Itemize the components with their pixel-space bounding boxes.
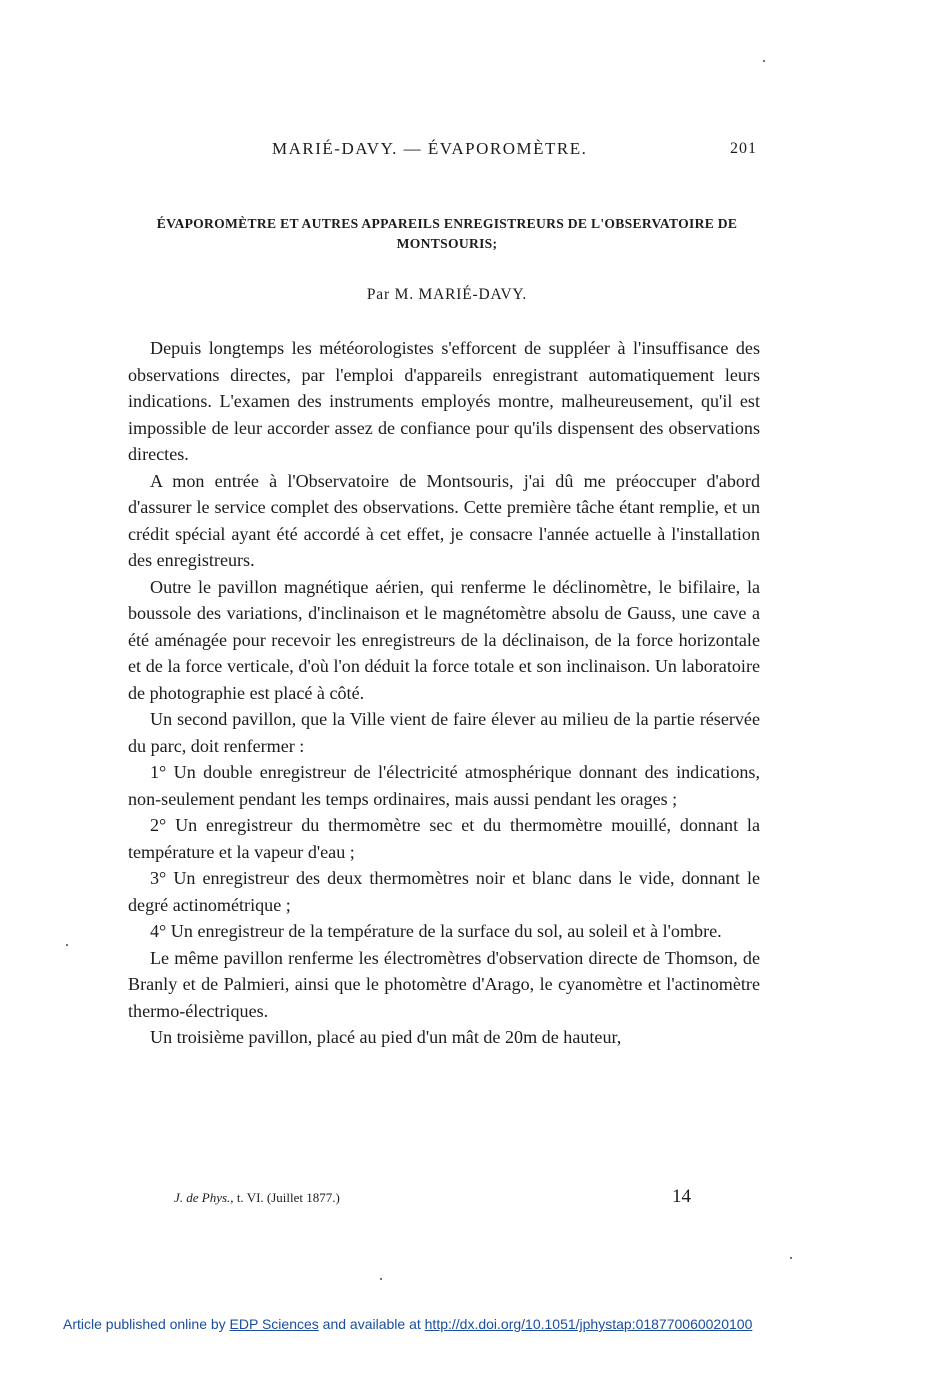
publisher-bar [63,1316,823,1332]
list-item: 2° Un enregistreur du thermomètre sec et du thermomètre mouillé, donnant la température et la vapeur d'eau ; [128,815,760,862]
list-item: 1° Un double enregistreur de l'électricité atmosphérique donnant des indications, non-seulement pendant les temps ordinaires, mais aussi pendant les orages ; [128,762,760,809]
scan-speck [380,1278,382,1280]
journal-volume: t. VI. (Juillet 1877.) [236,1190,340,1205]
paragraph: Le même pavillon renferme les électromètres d'observation directe de Thomson, de Branly et de Palmieri, ainsi que le photomètre d'Arago, le cyanomètre et l'actinomètre thermo-électriques. [128,947,760,1021]
publisher-prefix: Article published online by [63,1316,226,1332]
list-item: 3° Un enregistreur des deux thermomètres noir et blanc dans le vide, donnant le degré actinométrique ; [128,868,760,915]
signature-mark: 14 [672,1186,691,1207]
scan-speck [66,944,68,946]
publisher-middle: and available at [322,1316,421,1332]
paragraph: Depuis longtemps les météorologistes s'efforcent de suppléer à l'insuffisance des observations directes, par l'emploi d'appareils enregistrant automatiquement leurs indications. L'examen des instruments employés montre, malheureusement, qu'il est impossible de leur accorder assez de confiance pour qu'ils dispensent des observations directes. [128,338,760,464]
paragraph: Un second pavillon, que la Ville vient de faire élever au milieu de la partie réservée du parc, doit renfermer : [128,709,760,756]
publisher-link[interactable]: EDP Sciences [229,1316,319,1332]
paragraph: A mon entrée à l'Observatoire de Montsouris, j'ai dû me préoccuper d'abord d'assurer le service complet des observations. Cette première tâche étant remplie, et un crédit spécial ayant été accordé à cet effet, je consacre l'année actuelle à l'installation des enregistreurs. [128,470,760,570]
doi-link[interactable]: http://dx.doi.org/10.1051/jphystap:018770060020100 [424,1316,753,1332]
journal-name: J. de Phys., [174,1190,234,1205]
journal-reference [174,1190,340,1206]
paragraph: Un troisième pavillon, placé au pied d'un mât de 20m de hauteur, [150,1027,622,1047]
scan-speck [790,1257,792,1259]
running-title: MARIÉ-DAVY. — ÉVAPOROMÈTRE. [272,139,588,158]
paragraph: Outre le pavillon magnétique aérien, qui renferme le déclinomètre, le bifilaire, la boussole des variations, d'inclinaison et le magnétomètre absolu de Gauss, une cave a été aménagée pour recevoir les enregistreurs de la déclinaison, de la force horizontale et de la force verticale, d'où l'on déduit la force totale et son inclinaison. Un laboratoire de photographie est placé à côté. [128,576,760,703]
page-number: 201 [730,140,757,157]
article-author: Par M. MARIÉ-DAVY. [366,286,528,303]
article-body [128,335,760,1051]
list-item: 4° Un enregistreur de la température de la surface du sol, au soleil et à l'ombre. [150,921,722,941]
scan-speck [763,60,765,62]
article-title: ÉVAPOROMÈTRE ET AUTRES APPAREILS ENREGISTREURS DE L'OBSERVATOIRE DE MONTSOURIS; [156,216,738,251]
